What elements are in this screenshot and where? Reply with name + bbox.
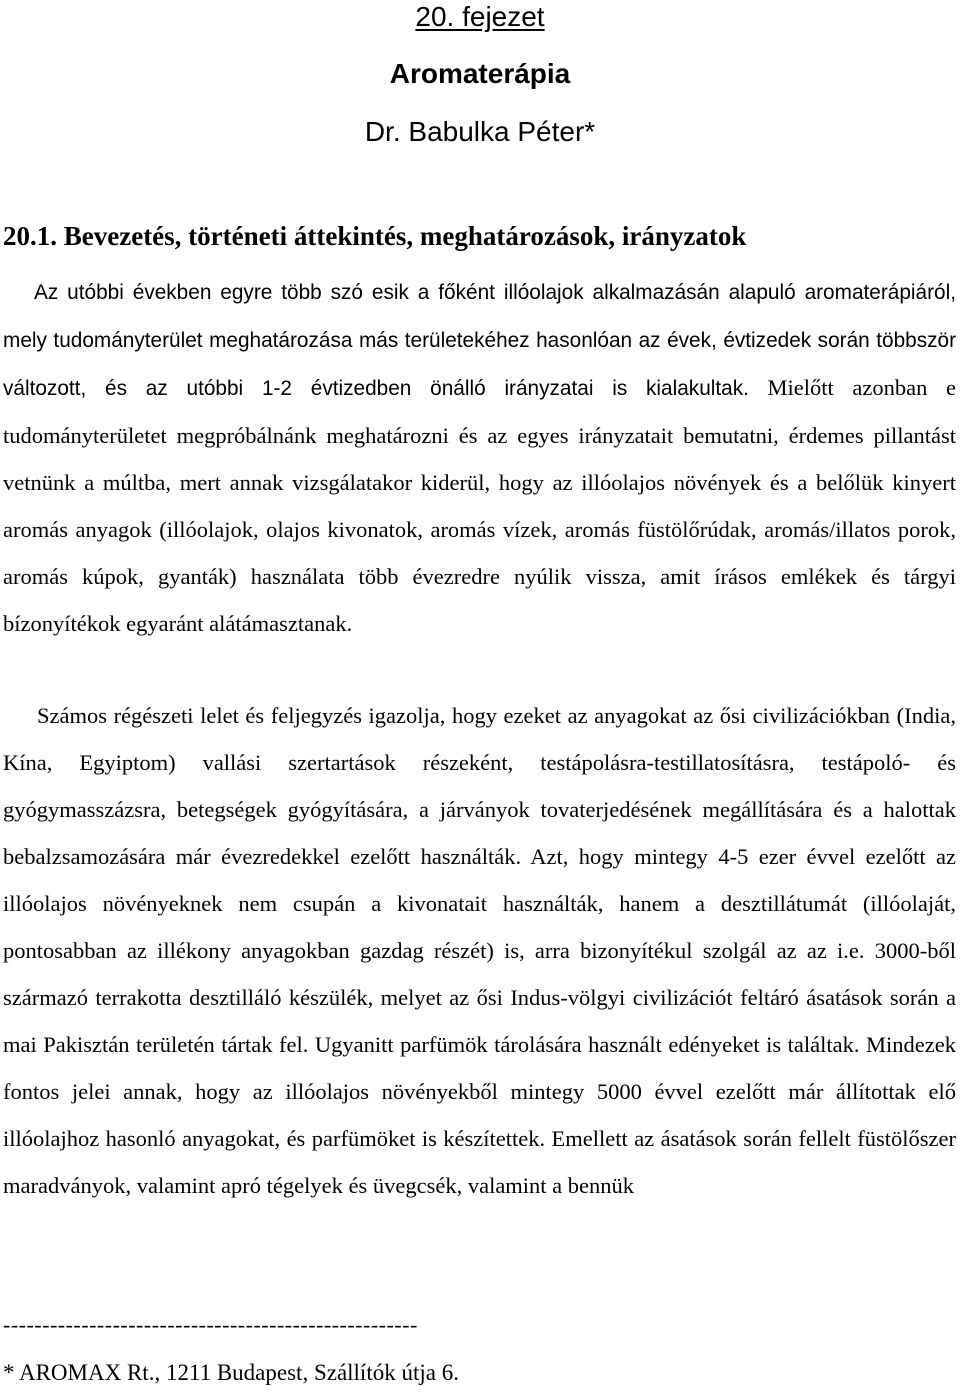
footnote: * AROMAX Rt., 1211 Budapest, Szállítók útja 6. xyxy=(3,1360,459,1385)
chapter-title: Aromaterápia xyxy=(389,58,571,89)
paragraph-1-intro: Az utóbbi években egyre több szó esik a főként illóolajok alkalmazásán alapuló aromaterápiáról, mely tudományterület meghatározása más területekéhez hasonlóan az évek, évtizedek során többször változott, és az utóbbi 1-2 évtizedben önálló irányzatai is kialakultak. xyxy=(3,281,956,400)
chapter-number: 20. fejezet xyxy=(415,1,545,32)
paragraph-1-body: Mielőtt azonban e tudományterületet megpróbálnánk meghatározni és az egyes irányzatait bemutatni, érdemes pillantást vetnünk a múltba, mert annak vizsgálatakor kiderül, hogy az illóolajos növények és a belőlük kinyert aromás anyagok (illóolajok, olajos kivonatok, aromás vízek, aromás füstölőrúdak, aromás/illatos porok, aromás kúpok, gyanták) használata több évezredre nyúlik vissza, amit írásos emlékek és tárgyi bízonyítékok egyaránt alátámasztanak. xyxy=(3,375,956,636)
chapter-author: Dr. Babulka Péter* xyxy=(364,116,596,147)
section-heading: 20.1. Bevezetés, történeti áttekintés, meghatározások, irányzatok xyxy=(3,221,747,251)
paragraph-2: Számos régészeti lelet és feljegyzés igazolja, hogy ezeket az anyagokat az ősi civilizációkban (India, Kína, Egyiptom) vallási szertartások részeként, testápolásra-testillatosításra, testápoló- és gyógymasszázsra, betegségek gyógyítására, a járványok tovaterjedésének megállítására és a halottak bebalzsamozására már évezredekkel ezelőtt használták. Azt, hogy mintegy 4-5 ezer évvel ezelőtt az illóolajos növényeknek nem csupán a kivonatait használták, hanem a desztillátumát (illóolaját, pontosabban az illékony anyagokban gazdag részét) is, arra bizonyítékul szolgál az az i.e. 3000-ből származó terrakotta desztilláló készülék, melyet az ősi Indus-völgyi civilizációt feltáró ásatások során a mai Pakisztán területén tártak fel. Ugyanitt parfümök tárolására használt edényeket is találtak. Mindezek fontos jelei annak, hogy az illóolajos növényekből mintegy 5000 évvel ezelőtt már állítottak elő illóolajhoz hasonló anyagokat, és parfümöket is készítettek. Emellett az ásatások során fellelt füstölőszer maradványok, valamint apró tégelyek és üvegcsék, valamint a bennük xyxy=(3,703,956,1198)
paragraph-1 xyxy=(3,268,956,647)
footnote-separator: ----------------------------------------------------- xyxy=(3,1312,418,1337)
